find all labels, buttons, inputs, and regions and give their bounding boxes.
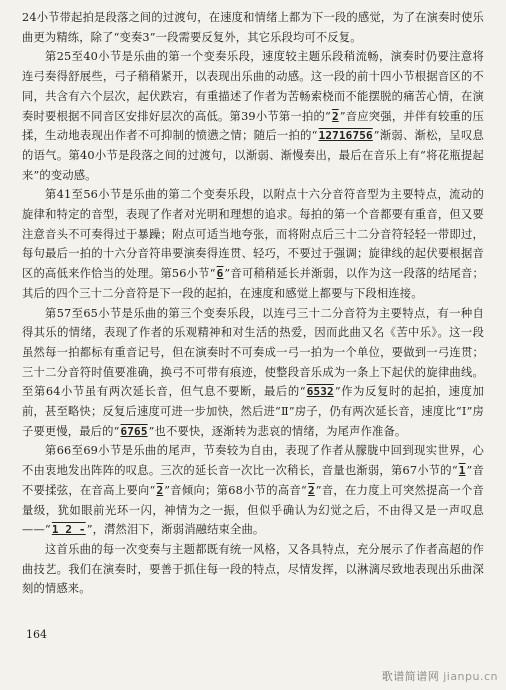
text-run: ”音倾向；第68小节的高音“ <box>164 483 307 497</box>
document-page <box>22 8 484 599</box>
music-notation: 6765 <box>120 424 148 438</box>
paragraph <box>22 47 484 185</box>
text-run: ”渐弱、渐松，呈叹息的语气。第40小节是段落之间的过渡句，以渐弱、渐慢奏出，最后在音乐上有“将花瓶提起来”的变动感。 <box>22 129 484 182</box>
music-notation: 2 <box>307 483 315 497</box>
paragraph <box>22 304 484 442</box>
music-notation: 6 <box>216 267 224 281</box>
text-run: 24小节带起拍是段落之间的过渡句，在速度和情绪上都为下一段的感觉，为了在演奏时使乐曲更为精练，除了“变奏3”一段需要反复外，其它乐段均可不反复。 <box>22 11 484 44</box>
music-notation: 1 2 - <box>51 523 86 537</box>
text-run: ”作为反复时的起拍，速度加前，甚至略快；反复后速度可进一步加快，然后进“Ⅱ”房子，仍有两次延长音，速度比“Ⅰ”房子要更慢，最后的“ <box>22 385 484 438</box>
paragraph <box>22 185 484 303</box>
text-run: ”音，在力度上可突然提高一个音量级，犹如眼前光环一闪，神情为之一振，但似乎确认为幻觉之后，不由得又是一声叹息——“ <box>22 483 484 537</box>
music-notation: 2 <box>156 483 164 497</box>
text-run: ”音应突强，并伴有较重的压揉，生动地表现出作者不可抑制的愤懑之情；随后一拍的“ <box>22 109 484 143</box>
watermark <box>382 668 498 684</box>
watermark-url: jianpu.cn <box>443 670 498 683</box>
page-number: 164 <box>26 628 47 641</box>
paragraph <box>22 540 484 599</box>
text-run: 第25至40小节是乐曲的第一个变奏乐段，速度较主题乐段稍流畅，演奏时仍要注意将连弓奏得舒展些，弓子稍稍紧开，以表现出乐曲的动感。这一段的前十四小节根据音区的不同，共含有六个层次，起伏跌宕，有重描述了作者为苦畅索桡而不能摆脱的痛苦心情，在演奏时要根据不同音区安排好层次的高低。第39小节第一拍的“ <box>22 50 484 123</box>
text-run: ”，潸然泪下，渐弱消融结束全曲。 <box>86 523 265 537</box>
text-run: ”音不要揉弦，在音高上要向“ <box>22 464 484 497</box>
paragraph <box>22 441 484 540</box>
text-run: 第41至56小节是乐曲的第二个变奏乐段，以附点十六分音符音型为主要特点，流动的旋律和特定的音型，表现了作者对光明和理想的追求。每拍的第一个音都要有重音，但又要注意音头不可奏得过于暴躁；附点可适当地夸张，而将附点后三十二分音符轻轻一带即过，每句最后一拍的十六分音符串要演奏得连贯、轻巧，不要过于强调；旋律线的起伏要根据音区的高低来作恰当的处理。第56小节“ <box>22 188 484 281</box>
music-notation: 1 <box>458 464 466 478</box>
music-notation: 12716756 <box>318 129 373 143</box>
text-run: 第66至69小节是乐曲的尾声，节奏较为自由，表现了作者从朦胧中回到现实世界，心不由衷地发出阵阵的叹息。三次的延长音一次比一次稍长，音量也渐弱，第67小节的“ <box>22 444 484 478</box>
music-notation: 6532 <box>306 385 334 399</box>
music-notation: 2 <box>331 109 339 123</box>
text-run: 第57至65小节是乐曲的第三个变奏乐段，以连弓三十二分音符为主要特点，有一种自得其乐的情绪，表现了作者的乐观精神和对生活的热爱，因而此曲又名《苦中乐》。这一段虽然每一拍都标有重音记号，但在演奏时不可奏成一弓一拍为一个单位，要做到一弓连贯；三十二分音符时值要准确，换弓不可带有痕迹，使整段音乐成为一条上下起伏的旋律曲线。至第64小节虽有两次延长音，但气息不要断，最后的“ <box>22 306 484 399</box>
text-run: ”音可稍稍延长并渐弱，以作为这一段落的结尾音；其后的四个三十二分音符是下一段的起拍，在速度和感觉上都要与下段相连接。 <box>22 267 484 300</box>
body-text <box>22 8 484 599</box>
text-run: ”也不要快，逐渐转为悲哀的情绪，为尾声作准备。 <box>148 424 407 438</box>
watermark-site-name: 歌谱简谱网 <box>381 670 440 683</box>
text-run: 这首乐曲的每一次变奏与主题都既有统一风格，又各具特点，充分展示了作者高超的作曲技艺。我们在演奏时，要善于抓住每一段的特点，尽情发挥，以淋漓尽致地表现出乐曲深刻的情感来。 <box>22 542 484 596</box>
paragraph <box>22 8 484 47</box>
